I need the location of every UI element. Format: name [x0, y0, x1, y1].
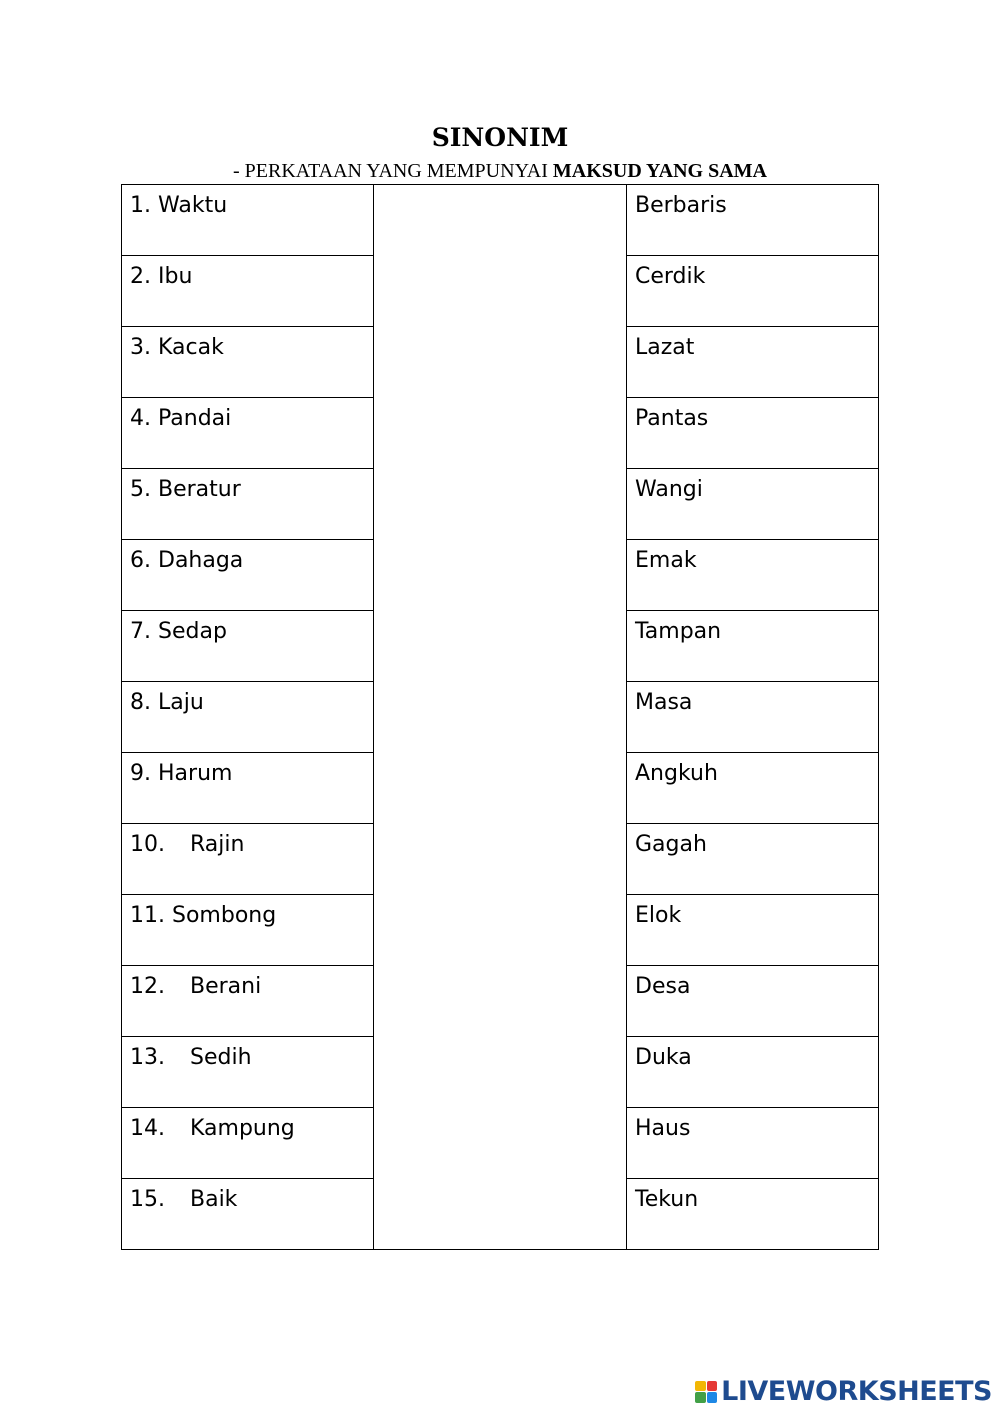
- word-cell-content: [122, 895, 373, 931]
- synonym-cell[interactable]: [627, 1108, 879, 1179]
- word-cell[interactable]: [122, 611, 374, 682]
- synonym-word: Lazat: [635, 335, 695, 360]
- synonym-word: Masa: [635, 690, 693, 715]
- synonym-cell[interactable]: [627, 753, 879, 824]
- item-word: Baik: [190, 1187, 238, 1212]
- subtitle-emphasis: MAKSUD YANG SAMA: [552, 160, 767, 182]
- item-word: Waktu: [158, 193, 228, 218]
- synonym-word: Gagah: [635, 832, 707, 857]
- item-number: 10.: [130, 832, 165, 857]
- item-number: 7.: [130, 619, 151, 644]
- synonym-word: Desa: [635, 974, 691, 999]
- word-cell-content: [122, 469, 373, 505]
- item-word: Sedih: [190, 1045, 252, 1070]
- synonym-word: Tekun: [635, 1187, 699, 1212]
- word-cell[interactable]: [122, 256, 374, 327]
- synonym-cell[interactable]: [627, 611, 879, 682]
- synonym-cell[interactable]: [627, 469, 879, 540]
- logo-square: [707, 1392, 718, 1403]
- matching-table: [121, 184, 879, 1250]
- synonym-word: Angkuh: [635, 761, 718, 786]
- word-cell[interactable]: [122, 1179, 374, 1250]
- item-number: 15.: [130, 1187, 165, 1212]
- watermark-text: LIVEWORKSHEETS: [721, 1376, 992, 1407]
- synonym-cell[interactable]: [627, 966, 879, 1037]
- synonym-cell[interactable]: [627, 1037, 879, 1108]
- word-cell-content: [122, 1179, 373, 1215]
- word-cell[interactable]: [122, 1108, 374, 1179]
- logo-square: [707, 1381, 718, 1392]
- synonym-word: Tampan: [635, 619, 722, 644]
- word-cell[interactable]: [122, 966, 374, 1037]
- item-word: Kacak: [158, 335, 224, 360]
- word-cell-content: [122, 540, 373, 576]
- item-word: Sombong: [172, 903, 277, 928]
- synonym-word: Berbaris: [635, 193, 727, 218]
- word-cell[interactable]: [122, 753, 374, 824]
- word-cell-content: [122, 682, 373, 718]
- synonym-cell[interactable]: [627, 1179, 879, 1250]
- synonym-cell[interactable]: [627, 327, 879, 398]
- word-cell[interactable]: [122, 824, 374, 895]
- word-cell[interactable]: [122, 682, 374, 753]
- item-word: Kampung: [190, 1116, 295, 1141]
- item-word: Laju: [158, 690, 204, 715]
- logo-square: [695, 1392, 706, 1403]
- word-cell-content: [122, 398, 373, 434]
- item-word: Ibu: [158, 264, 193, 289]
- synonym-cell[interactable]: [627, 895, 879, 966]
- word-cell[interactable]: [122, 469, 374, 540]
- matching-area[interactable]: [374, 185, 627, 1250]
- word-cell-content: [122, 327, 373, 363]
- item-number: 12.: [130, 974, 165, 999]
- synonym-cell[interactable]: [627, 185, 879, 256]
- synonym-word: Emak: [635, 548, 697, 573]
- item-number: 13.: [130, 1045, 165, 1070]
- synonym-cell[interactable]: [627, 540, 879, 611]
- item-word: Harum: [158, 761, 233, 786]
- item-number: 3.: [130, 335, 151, 360]
- word-cell[interactable]: [122, 185, 374, 256]
- table-row: [122, 185, 879, 256]
- logo-square: [695, 1381, 706, 1392]
- word-cell[interactable]: [122, 327, 374, 398]
- liveworksheets-watermark: [695, 1376, 992, 1407]
- synonym-cell[interactable]: [627, 682, 879, 753]
- worksheet-title: SINONIM: [431, 123, 569, 152]
- word-cell[interactable]: [122, 895, 374, 966]
- item-number: 6.: [130, 548, 151, 573]
- item-word: Rajin: [190, 832, 245, 857]
- item-word: Sedap: [158, 619, 227, 644]
- item-word: Berani: [190, 974, 262, 999]
- item-word: Pandai: [158, 406, 232, 431]
- word-cell[interactable]: [122, 398, 374, 469]
- item-number: 1.: [130, 193, 151, 218]
- item-number: 5.: [130, 477, 151, 502]
- worksheet-subtitle: [0, 158, 1000, 184]
- synonym-word: Pantas: [635, 406, 709, 431]
- subtitle-prefix: - PERKATAAN YANG MEMPUNYAI: [233, 160, 553, 182]
- item-word: Dahaga: [158, 548, 244, 573]
- item-word: Beratur: [158, 477, 241, 502]
- synonym-word: Cerdik: [635, 264, 706, 289]
- word-cell-content: [122, 966, 373, 1002]
- synonym-word: Haus: [635, 1116, 691, 1141]
- item-number: 11.: [130, 903, 165, 928]
- synonym-word: Duka: [635, 1045, 692, 1070]
- synonym-cell[interactable]: [627, 824, 879, 895]
- synonym-cell[interactable]: [627, 256, 879, 327]
- word-cell[interactable]: [122, 1037, 374, 1108]
- word-cell-content: [122, 1037, 373, 1073]
- word-cell-content: [122, 753, 373, 789]
- item-number: 9.: [130, 761, 151, 786]
- item-number: 2.: [130, 264, 151, 289]
- item-number: 4.: [130, 406, 151, 431]
- word-cell-content: [122, 185, 373, 221]
- word-cell-content: [122, 1108, 373, 1144]
- word-cell-content: [122, 611, 373, 647]
- liveworksheets-logo-icon: [695, 1381, 717, 1403]
- word-cell-content: [122, 824, 373, 860]
- synonym-word: Wangi: [635, 477, 703, 502]
- item-number: 14.: [130, 1116, 165, 1141]
- synonym-word: Elok: [635, 903, 682, 928]
- word-cell[interactable]: [122, 540, 374, 611]
- word-cell-content: [122, 256, 373, 292]
- synonym-cell[interactable]: [627, 398, 879, 469]
- item-number: 8.: [130, 690, 151, 715]
